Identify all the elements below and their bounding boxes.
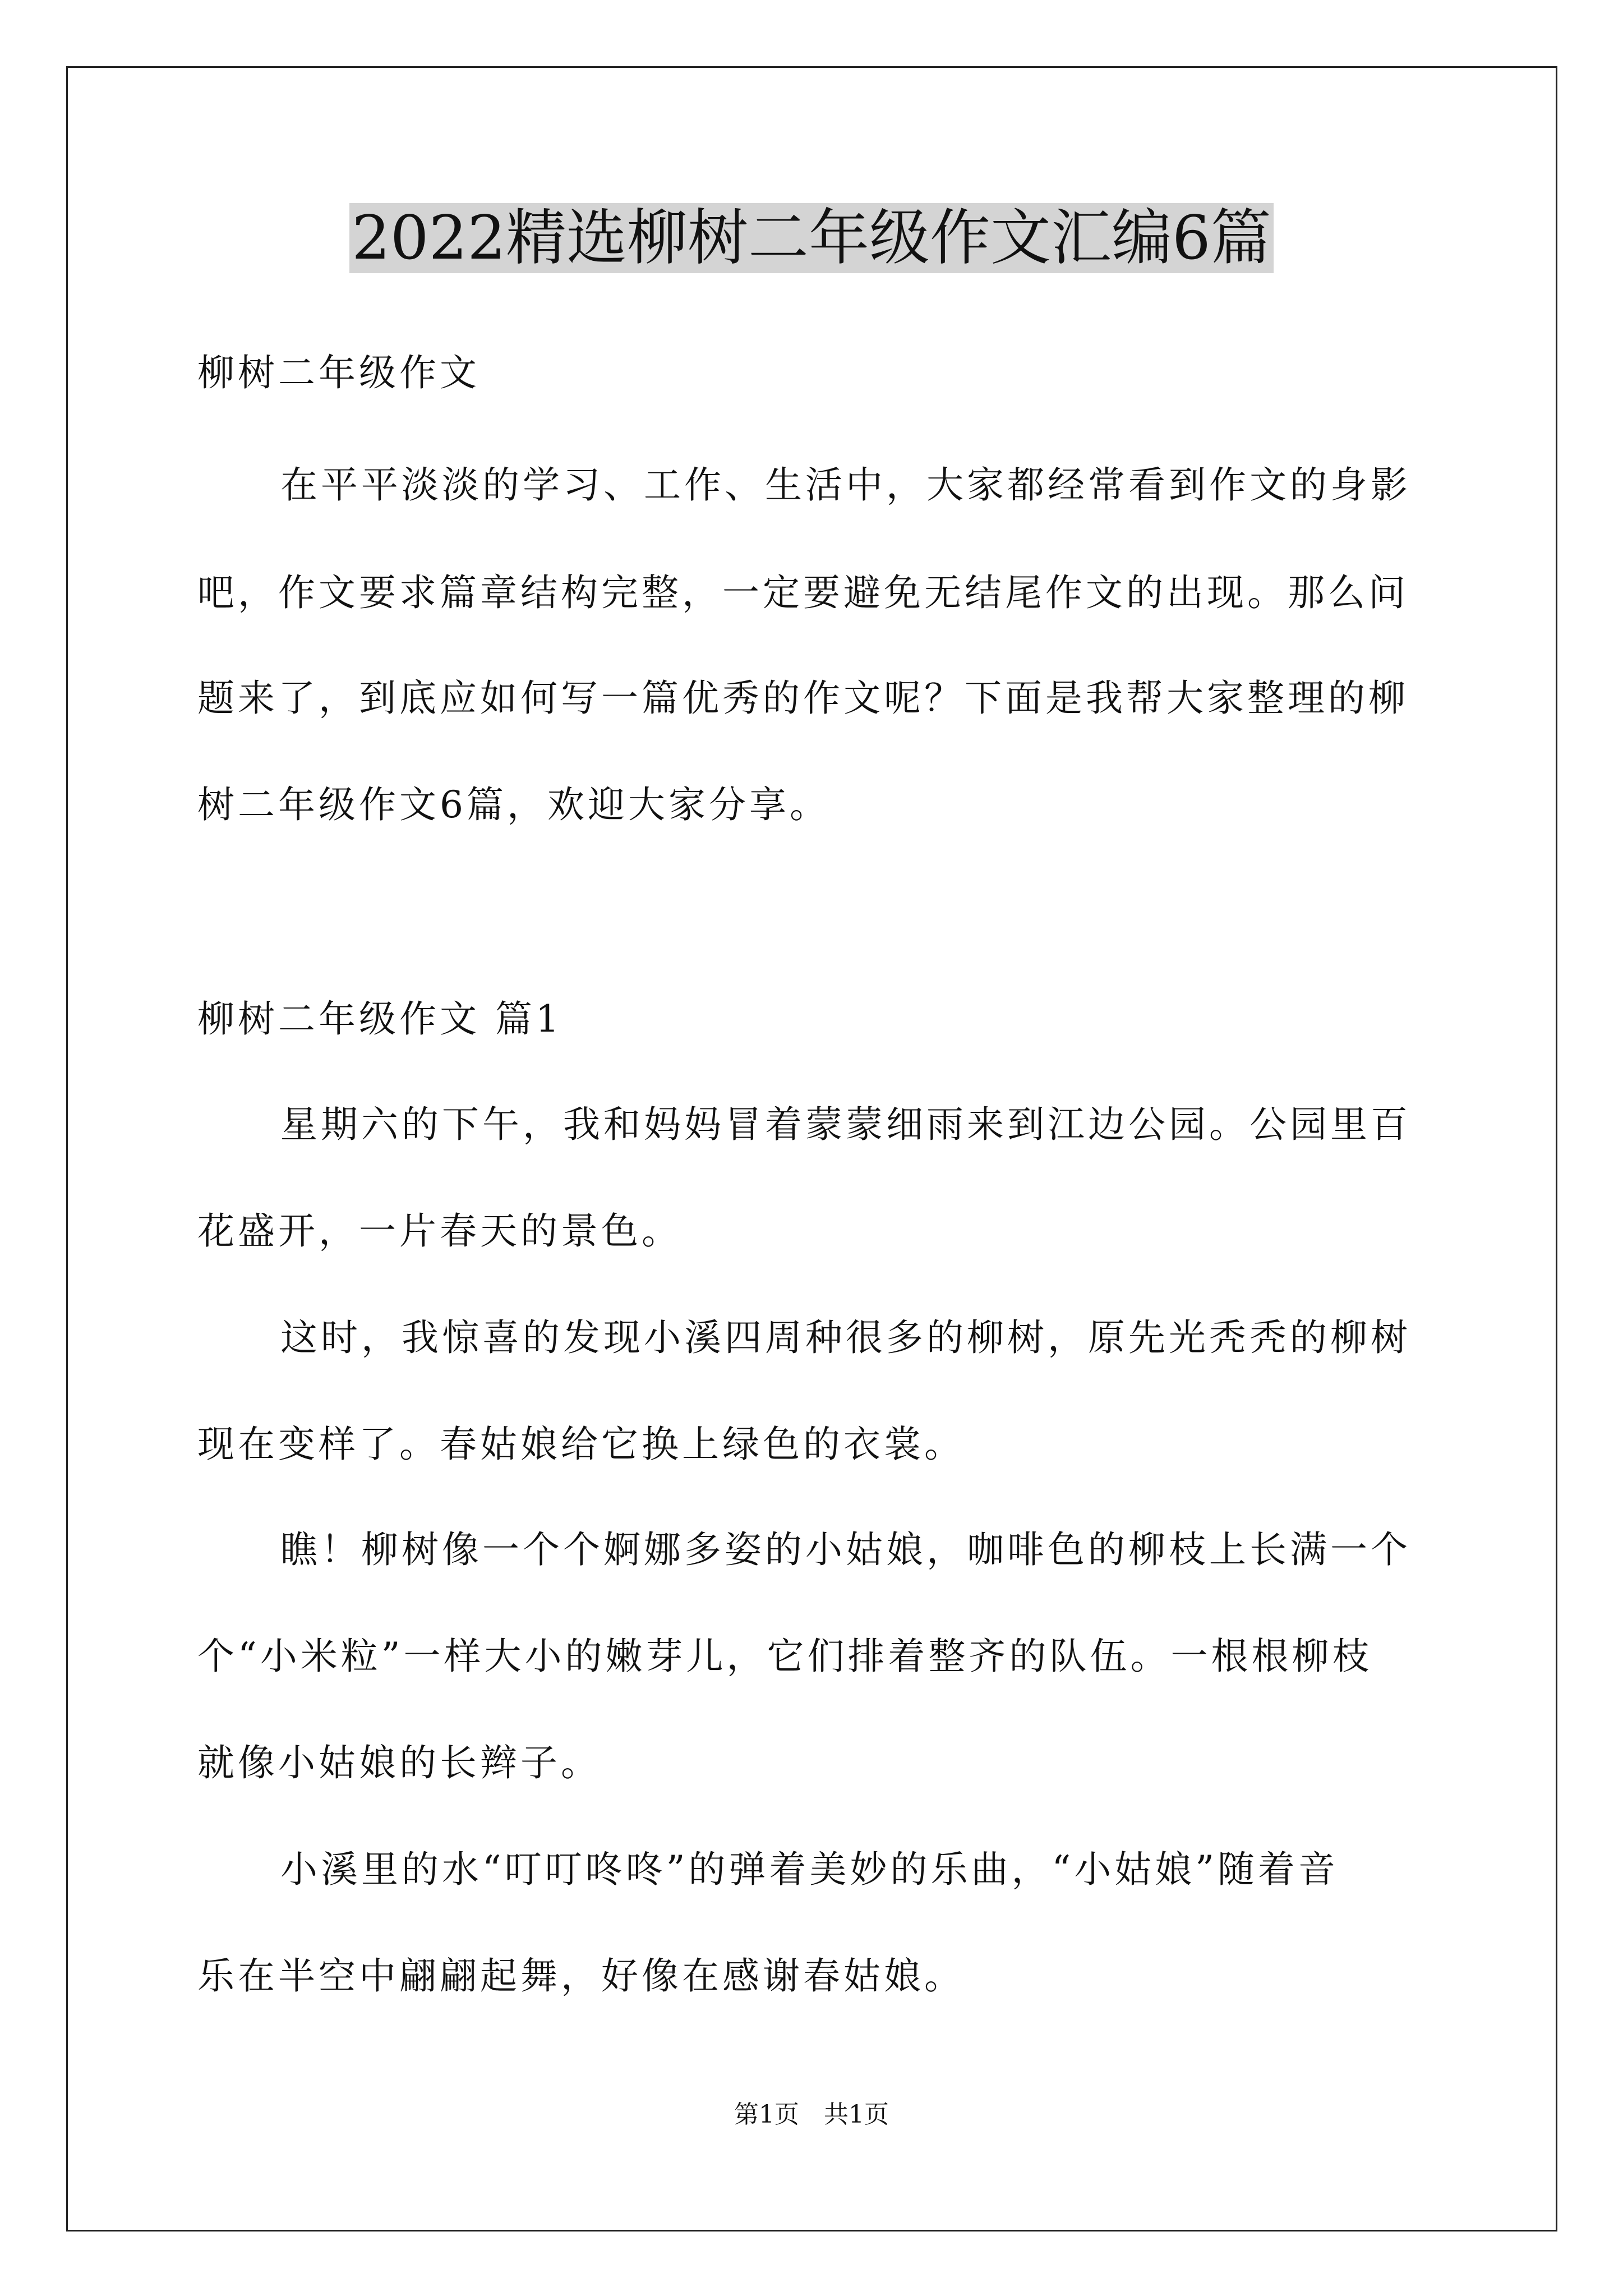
paragraph-line: 这时，我惊喜的发现小溪四周种很多的柳树，原先光秃秃的柳树 [280,1316,1411,1359]
paragraph-line: 就像小姑娘的长辫子。 [197,1741,601,1784]
paragraph-line: 题来了，到底应如何写一篇优秀的作文呢？下面是我帮大家整理的柳 [197,677,1409,720]
paragraph-line: 瞧！柳树像一个个婀娜多姿的小姑娘，咖啡色的柳枝上长满一个 [280,1528,1411,1571]
page-number-footer: 第1页 共1页 [734,2100,889,2129]
paragraph-line: 花盛开，一片春天的景色。 [197,1209,682,1253]
paragraph-line: 小溪里的水“叮叮咚咚”的弹着美妙的乐曲，“小姑娘”随着音 [280,1848,1339,1891]
paragraph-line: 乐在半空中翩翩起舞，好像在感谢春姑娘。 [197,1954,965,1998]
paragraph-line: 现在变样了。春姑娘给它换上绿色的衣裳。 [197,1423,965,1466]
section-heading: 柳树二年级作文 [197,351,480,394]
paragraph-line: 树二年级作文6篇，欢迎大家分享。 [197,783,830,826]
paragraph-line: 个“小米粒”一样大小的嫩芽儿，它们排着整齐的队伍。一根根柳枝 [197,1635,1373,1678]
section-heading: 柳树二年级作文 篇1 [197,997,562,1041]
paragraph-line: 在平平淡淡的学习、工作、生活中，大家都经常看到作文的身影 [280,463,1411,507]
paragraph-line: 星期六的下午，我和妈妈冒着蒙蒙细雨来到江边公园。公园里百 [280,1103,1411,1146]
document-title [0,199,1623,278]
paragraph-line: 吧，作文要求篇章结构完整，一定要避免无结尾作文的出现。那么问 [197,571,1409,614]
title-text: 2022精选柳树二年级作文汇编6篇 [349,203,1274,273]
